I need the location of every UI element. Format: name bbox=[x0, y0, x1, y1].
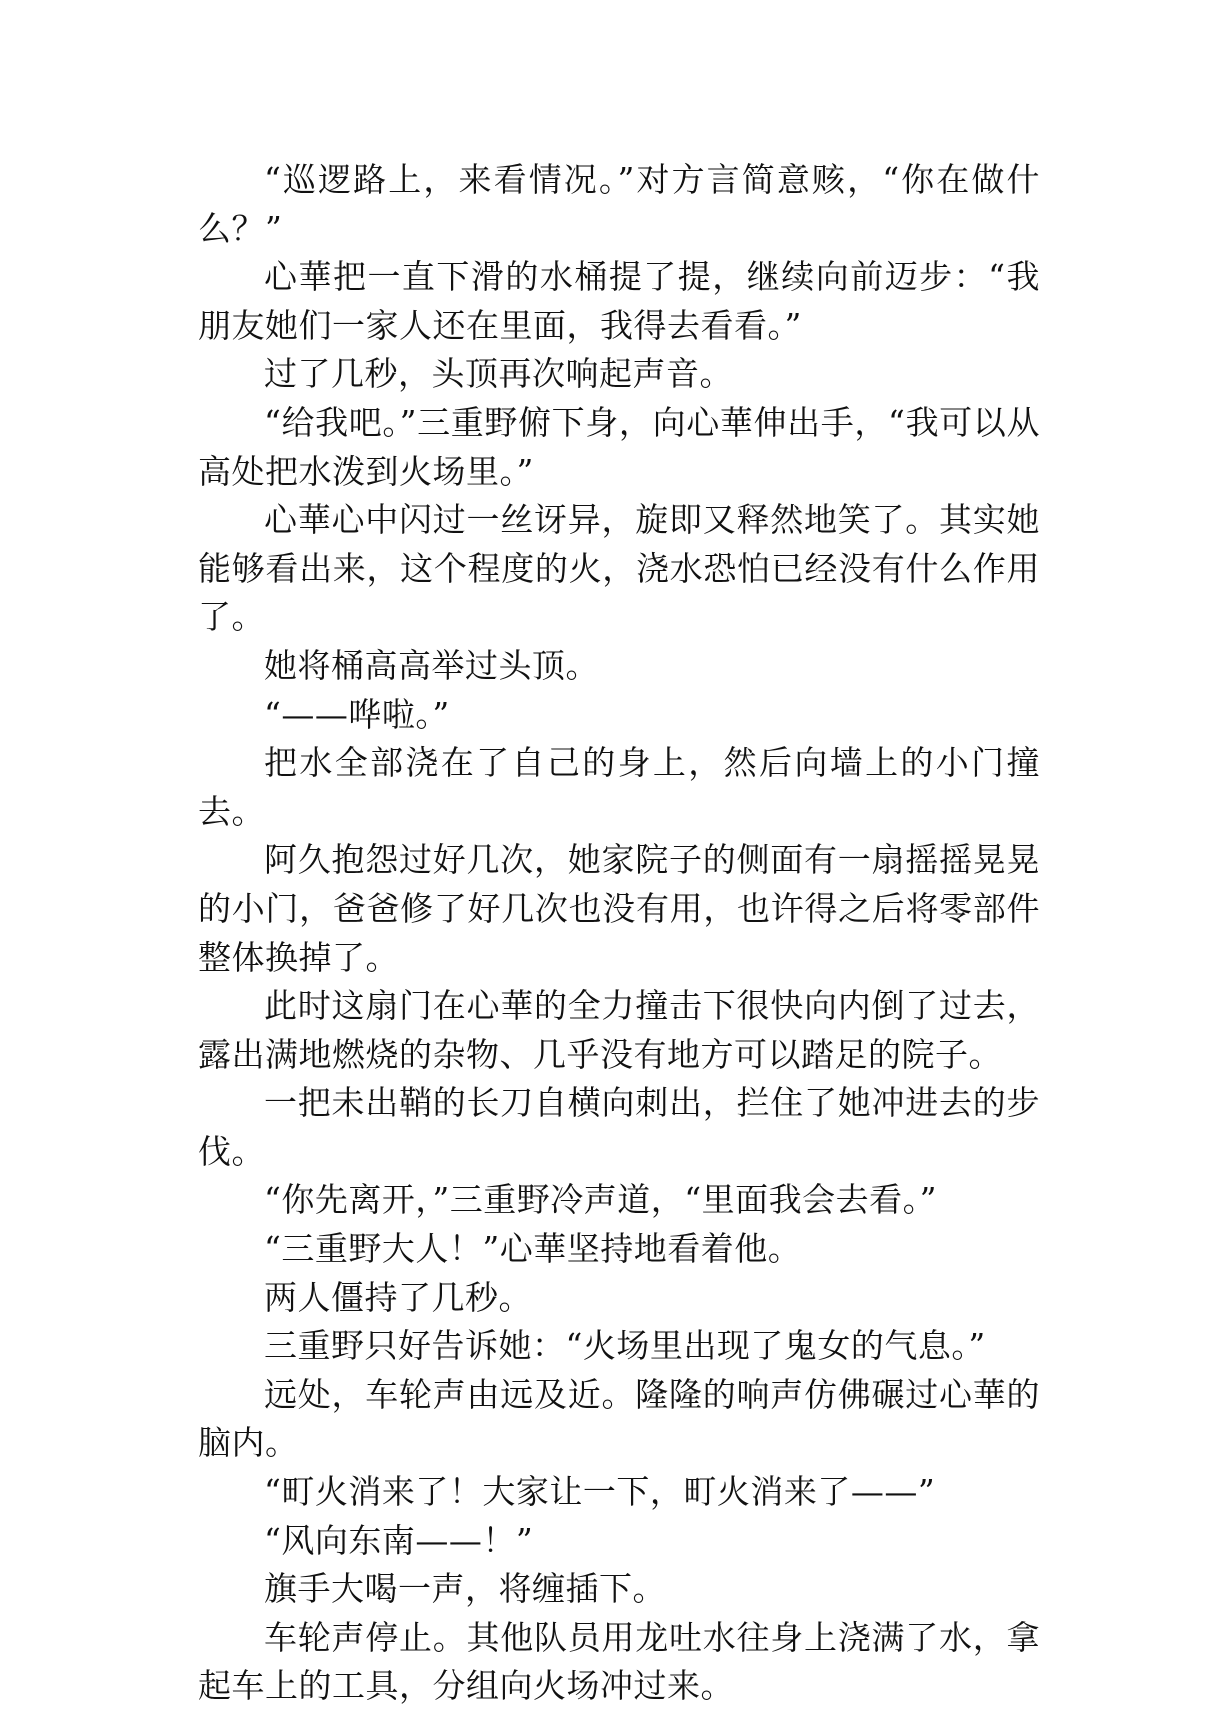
paragraph: 她将桶高高举过头顶。 bbox=[264, 645, 599, 685]
paragraph: 阿久抱怨过好几次，她家院子的侧面有一扇摇摇晃晃的小门，爸爸修了好几次也没有用，也许得之后将零部件整体换掉了。 bbox=[198, 840, 1040, 977]
paragraph: “巡逻路上，来看情况。”对方言简意赅，“你在做什么？” bbox=[198, 160, 1040, 248]
paragraph: “给我吧。”三重野俯下身，向心華伸出手，“我可以从高处把水泼到火场里。” bbox=[198, 402, 1040, 491]
paragraph: 车轮声停止。其他队员用龙吐水往身上浇满了水，拿起车上的工具，分组向火场冲过来。 bbox=[198, 1617, 1040, 1706]
paragraph: 旗手大喝一声，将缠插下。 bbox=[264, 1569, 666, 1609]
paragraph: 一把未出鞘的长刀自横向刺出，拦住了她冲进去的步伐。 bbox=[198, 1083, 1040, 1171]
paragraph: 远处，车轮声由远及近。隆隆的响声仿佛碾过心華的脑内。 bbox=[198, 1374, 1040, 1463]
body-text bbox=[198, 156, 1040, 1711]
paragraph: 心華把一直下滑的水桶提了提，继续向前迈步：“我朋友她们一家人还在里面，我得去看看。” bbox=[198, 257, 1040, 345]
paragraph: 心華心中闪过一丝讶异，旋即又释然地笑了。其实她能够看出来，这个程度的火，浇水恐怕已经没有什么作用了。 bbox=[198, 500, 1040, 637]
paragraph: 过了几秒，头顶再次响起声音。 bbox=[264, 354, 733, 394]
paragraph: “你先离开，”三重野冷声道，“里面我会去看。” bbox=[264, 1180, 937, 1220]
paragraph: “三重野大人！”心華坚持地看着他。 bbox=[264, 1229, 802, 1269]
paragraph: “町火消来了！大家让一下，町火消来了——” bbox=[264, 1472, 936, 1512]
paragraph: 两人僵持了几秒。 bbox=[264, 1277, 532, 1317]
paragraph: “风向东南——！” bbox=[264, 1520, 534, 1560]
paragraph: 把水全部浇在了自己的身上，然后向墙上的小门撞去。 bbox=[198, 743, 1040, 831]
paragraph: 此时这扇门在心華的全力撞击下很快向内倒了过去，露出满地燃烧的杂物、几乎没有地方可以踏足的院子。 bbox=[198, 986, 1040, 1074]
paragraph: 三重野只好告诉她：“火场里出现了鬼女的气息。” bbox=[264, 1326, 986, 1366]
paragraph: “——哗啦。” bbox=[264, 694, 450, 734]
